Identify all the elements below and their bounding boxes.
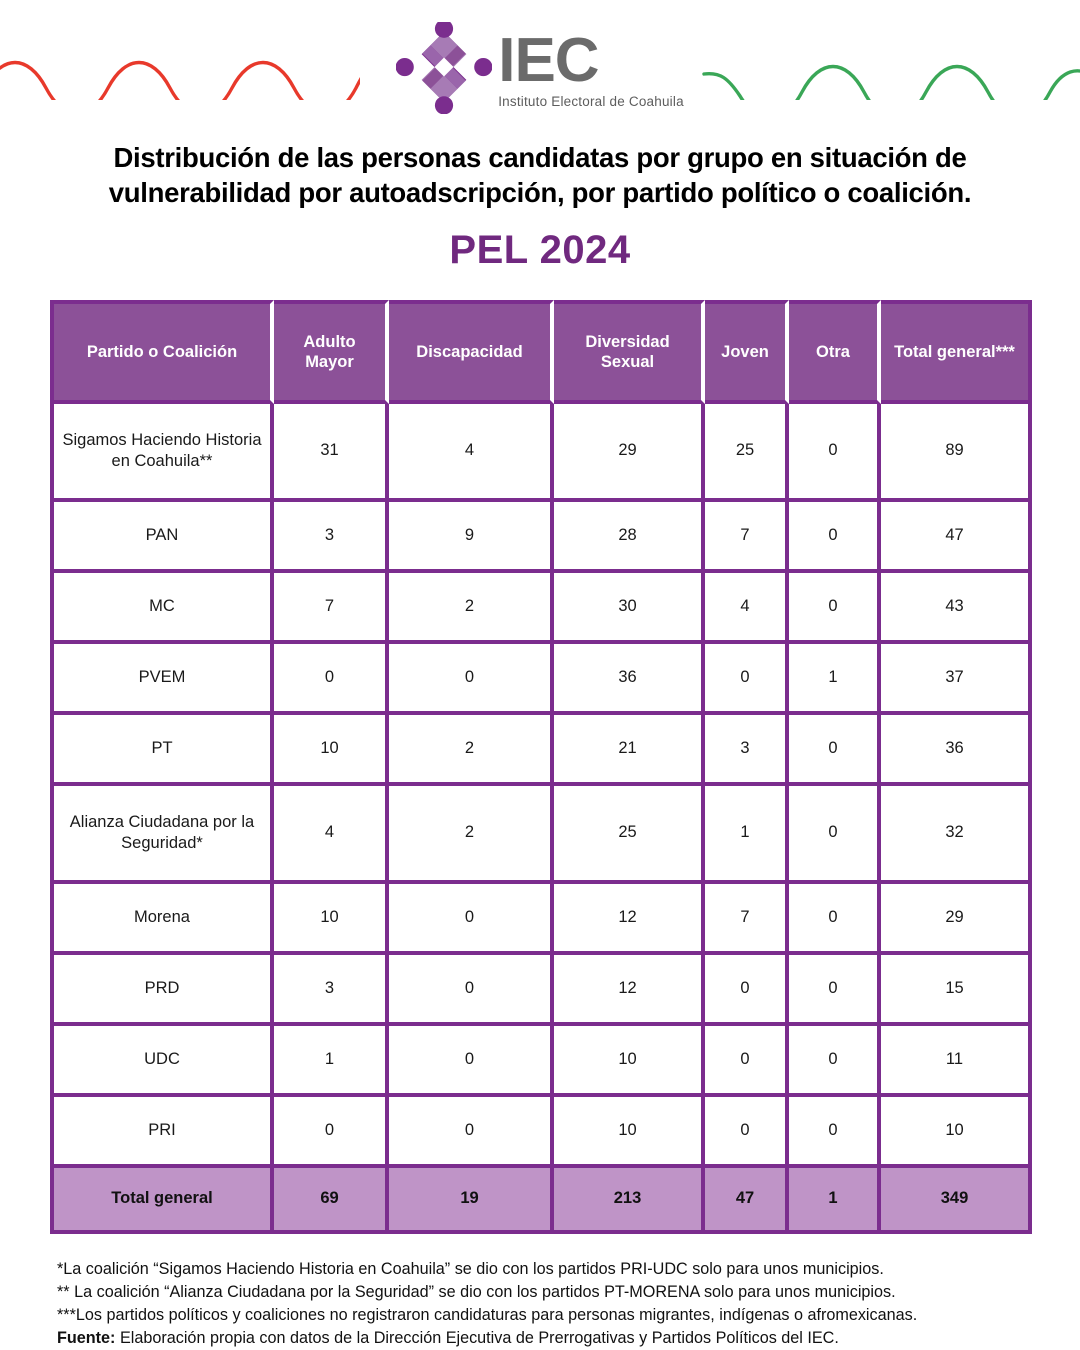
column-header-otra: Otra	[789, 300, 881, 404]
table-total-row	[50, 1168, 1032, 1234]
total-adulto-mayor: 69	[274, 1168, 389, 1234]
cell-joven: 0	[705, 1026, 789, 1097]
column-header-adulto-mayor: Adulto Mayor	[274, 300, 389, 404]
cell-party: PAN	[50, 502, 274, 573]
cell-diversidad-sexual: 21	[554, 715, 705, 786]
total-otra: 1	[789, 1168, 881, 1234]
cell-joven: 7	[705, 502, 789, 573]
cell-discapacidad: 2	[389, 573, 554, 644]
cell-discapacidad: 2	[389, 786, 554, 884]
table-header-row	[50, 300, 1032, 404]
cell-total: 36	[881, 715, 1032, 786]
data-table-wrapper	[50, 300, 1032, 1234]
cell-discapacidad: 0	[389, 1026, 554, 1097]
cell-total: 89	[881, 404, 1032, 502]
cell-otra: 0	[789, 573, 881, 644]
cell-adulto-mayor: 1	[274, 1026, 389, 1097]
column-header-joven: Joven	[705, 300, 789, 404]
cell-diversidad-sexual: 25	[554, 786, 705, 884]
cell-diversidad-sexual: 10	[554, 1026, 705, 1097]
cell-adulto-mayor: 10	[274, 715, 389, 786]
cell-diversidad-sexual: 12	[554, 955, 705, 1026]
cell-discapacidad: 4	[389, 404, 554, 502]
cell-adulto-mayor: 10	[274, 884, 389, 955]
cell-party: PRI	[50, 1097, 274, 1168]
cell-otra: 0	[789, 715, 881, 786]
logo-block	[0, 22, 1080, 114]
cell-total: 47	[881, 502, 1032, 573]
page-title: Distribución de las personas candidatas por grupo en situación de vulnerabilidad por autoadscripción, por partido político o coalición.	[108, 142, 972, 209]
cell-otra: 0	[789, 1097, 881, 1168]
cell-adulto-mayor: 7	[274, 573, 389, 644]
cell-adulto-mayor: 3	[274, 955, 389, 1026]
cell-total: 43	[881, 573, 1032, 644]
cell-party: MC	[50, 573, 274, 644]
total-joven: 47	[705, 1168, 789, 1234]
cell-total: 37	[881, 644, 1032, 715]
cell-joven: 1	[705, 786, 789, 884]
logo-acronym: IEC	[498, 26, 599, 95]
cell-discapacidad: 0	[389, 955, 554, 1026]
cell-joven: 25	[705, 404, 789, 502]
cell-party: Morena	[50, 884, 274, 955]
cell-diversidad-sexual: 28	[554, 502, 705, 573]
source-line	[57, 1327, 1047, 1350]
cell-diversidad-sexual: 29	[554, 404, 705, 502]
cell-diversidad-sexual: 10	[554, 1097, 705, 1168]
cell-joven: 3	[705, 715, 789, 786]
column-header-party: Partido o Coalición	[50, 300, 274, 404]
cell-diversidad-sexual: 36	[554, 644, 705, 715]
table-row	[50, 955, 1032, 1026]
cell-total: 15	[881, 955, 1032, 1026]
total-grand: 349	[881, 1168, 1032, 1234]
cell-discapacidad: 2	[389, 715, 554, 786]
source-text: Elaboración propia con datos de la Dirección Ejecutiva de Prerrogativas y Partidos Políticos del IEC.	[115, 1329, 839, 1347]
cell-adulto-mayor: 0	[274, 1097, 389, 1168]
cell-diversidad-sexual: 30	[554, 573, 705, 644]
cell-adulto-mayor: 4	[274, 786, 389, 884]
table-row	[50, 884, 1032, 955]
table-row	[50, 573, 1032, 644]
total-discapacidad: 19	[389, 1168, 554, 1234]
table-row	[50, 404, 1032, 502]
cell-otra: 0	[789, 1026, 881, 1097]
candidates-distribution-table	[50, 300, 1032, 1234]
footnotes	[57, 1258, 1047, 1350]
total-diversidad-sexual: 213	[554, 1168, 705, 1234]
cell-joven: 0	[705, 955, 789, 1026]
cell-otra: 0	[789, 404, 881, 502]
table-row	[50, 502, 1032, 573]
cell-adulto-mayor: 0	[274, 644, 389, 715]
cell-total: 10	[881, 1097, 1032, 1168]
cell-party: UDC	[50, 1026, 274, 1097]
cell-joven: 4	[705, 573, 789, 644]
cell-total: 29	[881, 884, 1032, 955]
cell-otra: 0	[789, 884, 881, 955]
table-row	[50, 715, 1032, 786]
table-body	[50, 404, 1032, 1234]
cell-total: 11	[881, 1026, 1032, 1097]
footnote-2: ** La coalición “Alianza Ciudadana por la Seguridad” se dio con los partidos PT-MORENA solo para unos municipios.	[57, 1283, 896, 1301]
cell-discapacidad: 9	[389, 502, 554, 573]
cell-party: Sigamos Haciendo Historia en Coahuila**	[50, 404, 274, 502]
source-label: Fuente:	[57, 1329, 116, 1347]
column-header-total-general: Total general***	[881, 300, 1032, 404]
cell-otra: 0	[789, 502, 881, 573]
footnote-1: *La coalición “Sigamos Haciendo Historia en Coahuila” se dio con los partidos PRI-UDC solo para unos municipios.	[57, 1260, 884, 1278]
cell-diversidad-sexual: 12	[554, 884, 705, 955]
iec-pinwheel-icon	[396, 22, 492, 114]
table-row	[50, 644, 1032, 715]
cell-discapacidad: 0	[389, 1097, 554, 1168]
cell-party: PT	[50, 715, 274, 786]
table-row	[50, 786, 1032, 884]
column-header-diversidad-sexual: Diversidad Sexual	[554, 300, 705, 404]
cell-party: PVEM	[50, 644, 274, 715]
cell-otra: 0	[789, 955, 881, 1026]
cell-adulto-mayor: 3	[274, 502, 389, 573]
table-row	[50, 1026, 1032, 1097]
table-header	[50, 300, 1032, 404]
cell-joven: 7	[705, 884, 789, 955]
page-subtitle: PEL 2024	[449, 228, 631, 272]
cell-adulto-mayor: 31	[274, 404, 389, 502]
table-row	[50, 1097, 1032, 1168]
cell-joven: 0	[705, 644, 789, 715]
total-label: Total general	[50, 1168, 274, 1234]
cell-total: 32	[881, 786, 1032, 884]
cell-joven: 0	[705, 1097, 789, 1168]
cell-otra: 1	[789, 644, 881, 715]
column-header-discapacidad: Discapacidad	[389, 300, 554, 404]
cell-party: PRD	[50, 955, 274, 1026]
cell-otra: 0	[789, 786, 881, 884]
cell-discapacidad: 0	[389, 884, 554, 955]
cell-discapacidad: 0	[389, 644, 554, 715]
footnote-3: ***Los partidos políticos y coaliciones no registraron candidaturas para personas migrantes, indígenas o afromexicanas.	[57, 1306, 918, 1324]
cell-party: Alianza Ciudadana por la Seguridad*	[50, 786, 274, 884]
logo-institution-name: Instituto Electoral de Coahuila	[498, 94, 684, 110]
